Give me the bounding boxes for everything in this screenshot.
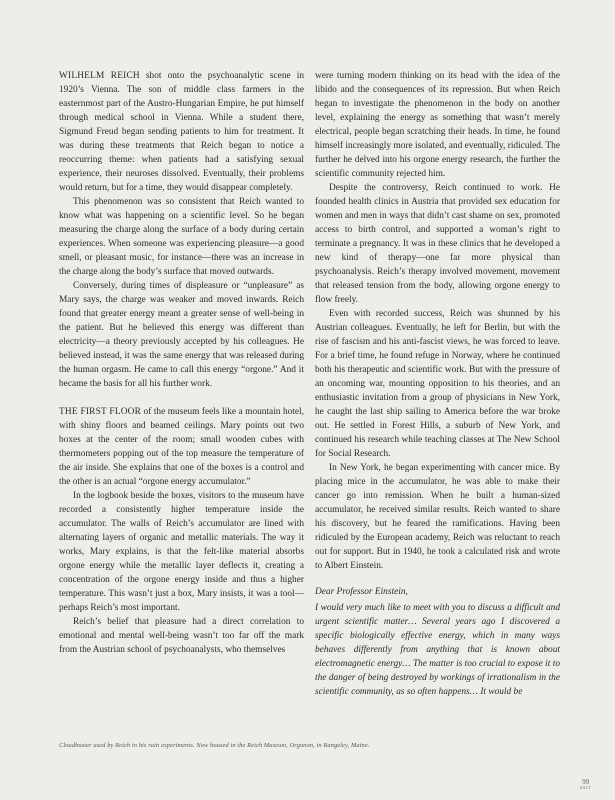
section-lead-in: THE FIRST FLOOR	[59, 407, 142, 417]
paragraph	[59, 69, 304, 195]
einstein-letter-quote	[315, 585, 560, 699]
paragraph: were turning modern thinking on its head with the idea of the libido and the consequences of its repression. But when Reich began to investigate the phenomenon in the body on another level, explaining the energy as something that wasn’t merely electrical, people began scratching their heads. In time, he found himself increasingly more isolated, and eventually, ridiculed. The further he delved into his orgone energy research, the further the scientific community rejected him.	[315, 71, 560, 179]
photo-caption: Cloudbuster used by Reich in his rain experiments. Now housed in the Reich Museum, Orgonon, in Rangeley, Maine.	[59, 742, 370, 749]
paragraph-text: of the museum feels like a mountain hotel, with shiny floors and beamed ceilings. Mary points out two boxes at the center of the room; small wooden cubes with thermometers popping out of the top measure the temperature of the air inside. She explains that one of the boxes is a control and the other is an actual “orgone energy accumulator.”	[59, 407, 304, 487]
left-column	[59, 69, 304, 657]
letter-salutation: Dear Professor Einstein,	[315, 587, 408, 597]
lead-in: WILHELM REICH	[59, 71, 140, 81]
paragraph: Conversely, during times of displeasure or “unpleasure” as Mary says, the charge was weaker and moved inwards. Reich found that greater energy meant a greater sense of well-being in the patient. But he believed this energy was different than electricity—a theory previously accepted by his colleagues. He believed instead, it was the same energy that was released during the human orgasm. He came to call this energy “orgone.” And it became the basis for all his further work.	[59, 281, 304, 389]
paragraph: In the logbook beside the boxes, visitors to the museum have recorded a consistently higher temperature inside the accumulator. The walls of Reich’s accumulator are lined with alternating layers of organic and metallic materials. The way it works, Mary explains, is that the felt-like material absorbs orgone energy while the metallic layer deflects it, creating a concentration of the orgone energy inside and thus a higher temperature. This wasn’t just a box, Mary insists, it was a tool—perhaps Reich’s most important.	[59, 491, 304, 613]
paragraph: Even with recorded success, Reich was shunned by his Austrian colleagues. Eventually, he left for Berlin, but with the rise of fascism and his anti-fascist views, he was forced to leave. For a brief time, he found refuge in Norway, where he continued both his therapeutic and scientific work. But with the pressure of an oncoming war, mounting opposition to his theories, and an enthusiastic invitation from a group of physicians in New York, he caught the last ship sailing to America before the war broke out. He settled in Forest Hills, a suburb of New York, and continued his research while teaching classes at The New School for Social Research.	[315, 309, 560, 459]
paragraph: In New York, he began experimenting with cancer mice. By placing mice in the accumulator, he was able to make their cancer go into remission. When he built a human-sized accumulator, he received similar results. Reich wanted to share his discovery, but he feared the ramifications. Having been ridiculed by the European academy, Reich was reluctant to reach out for support. But in 1940, he took a calculated risk and wrote to Albert Einstein.	[315, 463, 560, 571]
letter-body: I would very much like to meet with you to discuss a difficult and urgent scientific matter… Several years ago I discovered a specific biologically effective energy, which in many ways behaves differently from anything that is known about electromagnetic energy… The matter is too crucial to expose it to the danger of being destroyed by workings of irrationalism in the scientific community, as so often happens… It would be	[315, 603, 560, 697]
paragraph: This phenomenon was so consistent that Reich wanted to know what was happening on a scientific level. So he began measuring the charge along the surface of a body during certain experiences. When someone was experiencing pleasure—a good smell, or pleasant music, for instance—there was an increase in the charge along the body’s surface that moved outwards.	[59, 197, 304, 277]
page-folio	[580, 779, 591, 791]
paragraph	[59, 405, 304, 489]
paragraph-text: shot onto the psychoanalytic scene in 1920’s Vienna. The son of middle class farmers in the easternmost part of the Austro-Hungarian Empire, he put himself through medical school in Vienna. While a student there, Sigmund Freud began sending patients to him for treatment. It was during these treatments that Reich began to notice a reoccurring theme: when patients had a satisfying sexual experience, their neuroses dissolved. Eventually, their problems would return, but for a time, they would disappear completely.	[59, 71, 304, 193]
paragraph: Despite the controversy, Reich continued to work. He founded health clinics in Austria that provided sex education for women and men in ways that didn’t cast shame on sex, promoted access to birth control, and supported a woman’s right to terminate a pregnancy. It was in these clinics that he developed a new kind of therapy—one far more physical than psychoanalysis. Reich’s therapy involved movement, movement that released tension from the body, allowing orgone energy to flow freely.	[315, 183, 560, 305]
paragraph: Reich’s belief that pleasure had a direct correlation to emotional and mental well-being wasn’t too far off the mark from the Austrian school of psychoanalysts, who themselves	[59, 617, 304, 655]
right-column	[315, 69, 560, 699]
folio-label: SACT	[580, 785, 592, 790]
page-number: 99	[582, 778, 590, 786]
